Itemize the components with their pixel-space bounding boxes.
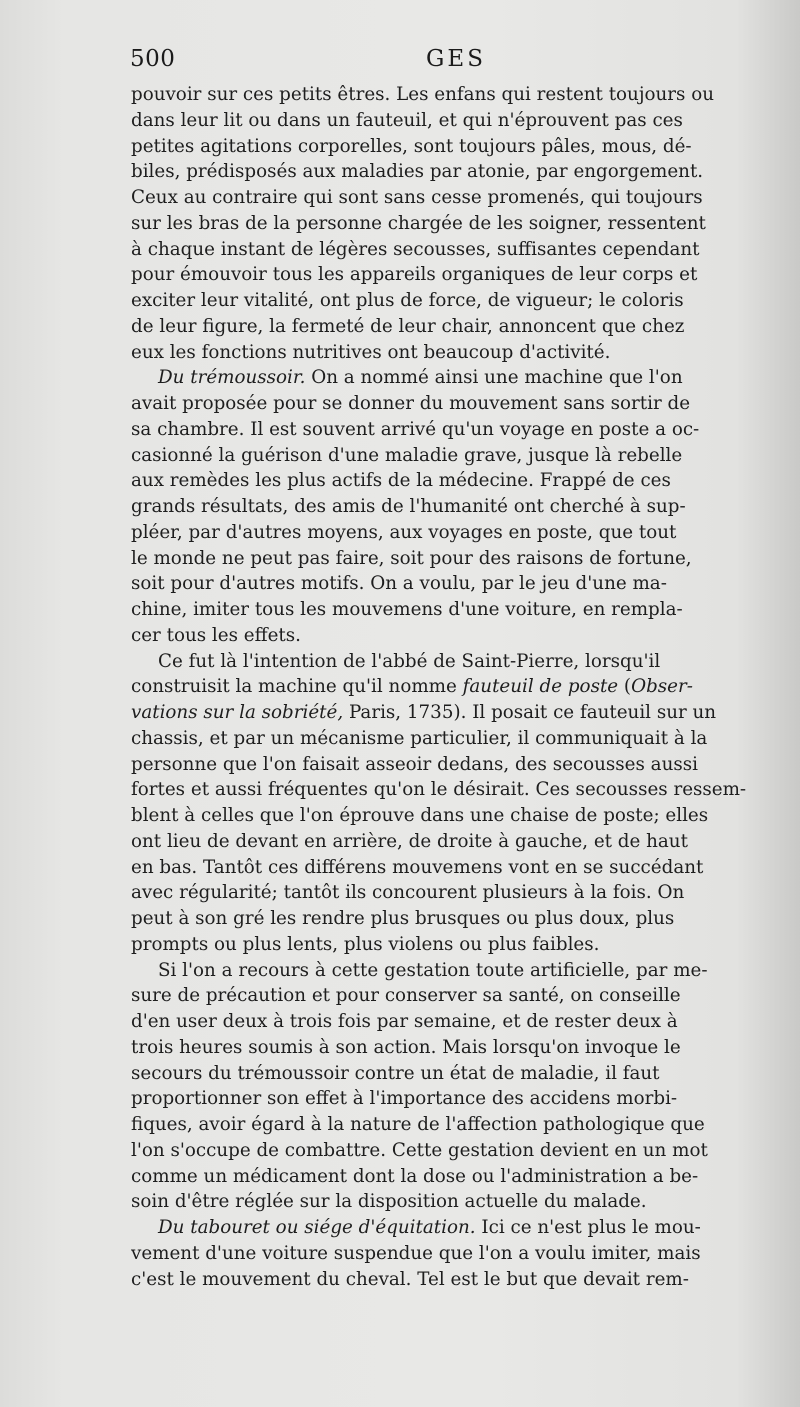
line-text: trois heures soumis à son action. Mais lorsqu'on invoque le	[131, 1036, 681, 1058]
text-line	[131, 391, 782, 417]
text-line	[131, 932, 782, 958]
text-line	[131, 983, 782, 1009]
line-text: aux remèdes les plus actifs de la médecine. Frappé de ces	[131, 470, 671, 492]
text-line	[131, 134, 782, 160]
line-text: le monde ne peut pas faire, soit pour des raisons de fortune,	[131, 547, 692, 569]
line-text: biles, prédisposés aux maladies par atonie, par engorgement.	[131, 161, 704, 183]
text-line	[131, 674, 782, 700]
line-text: prompts ou plus lents, plus violens ou plus faibles.	[131, 933, 600, 955]
text-line	[131, 340, 782, 366]
line-text: blent à celles que l'on éprouve dans une chaise de poste; elles	[131, 805, 709, 826]
text-line	[131, 906, 782, 932]
text-line	[131, 1061, 782, 1087]
text-line	[131, 1241, 782, 1267]
italic-text: Du tabouret ou siége d'équitation.	[158, 1217, 476, 1238]
text-line	[131, 623, 782, 649]
text-line	[131, 520, 782, 546]
text-line	[131, 726, 782, 752]
line-text: avec régularité; tantôt ils concourent plusieurs à la fois. On	[131, 882, 685, 904]
text-line	[131, 958, 782, 984]
text-line	[131, 211, 782, 237]
line-text: fiques, avoir égard à la nature de l'affection pathologique que	[131, 1114, 705, 1135]
text-line	[131, 82, 782, 108]
text-line	[131, 777, 782, 803]
text-line	[131, 1215, 782, 1241]
line-text: Ce fut là l'intention de l'abbé de Saint-Pierre, lorsqu'il	[158, 650, 661, 672]
line-text: de leur figure, la fermeté de leur chair, annoncent que chez	[131, 315, 685, 337]
italic-text: Du trémoussoir.	[158, 367, 306, 389]
line-text: soit pour d'autres motifs. On a voulu, par le jeu d'une ma-	[131, 573, 667, 595]
text-line	[131, 571, 782, 597]
text-line	[131, 185, 782, 211]
line-text: en bas. Tantôt ces différens mouvemens vont en se succédant	[131, 856, 704, 878]
text-line	[131, 314, 782, 340]
line-text: construisit la machine qu'il nomme	[131, 676, 463, 698]
text-line	[131, 108, 782, 134]
page-number: 500	[130, 46, 176, 72]
line-text: peut à son gré les rendre plus brusques ou plus doux, plus	[131, 908, 675, 929]
text-line	[131, 803, 782, 829]
line-text: chine, imiter tous les mouvemens d'une voiture, en rempla-	[131, 599, 683, 620]
line-text: pouvoir sur ces petits êtres. Les enfans qui restent toujours ou	[131, 84, 714, 105]
line-text: l'on s'occupe de combattre. Cette gestation devient en un mot	[131, 1139, 708, 1161]
line-text: secours du trémoussoir contre un état de maladie, il faut	[131, 1062, 660, 1084]
line-text: ont lieu de devant en arrière, de droite à gauche, et de haut	[131, 830, 688, 852]
line-text: casionné la guérison d'une maladie grave, jusque là rebelle	[131, 444, 683, 466]
text-line	[131, 1267, 782, 1293]
text-line	[131, 1164, 782, 1190]
line-text: grands résultats, des amis de l'humanité ont cherché à sup-	[131, 496, 686, 517]
text-line	[131, 880, 782, 906]
text-line	[131, 700, 782, 726]
line-text: dans leur lit ou dans un fauteuil, et qui n'éprouvent pas ces	[131, 109, 683, 131]
line-text: proportionner son effet à l'importance des accidens morbi-	[131, 1088, 678, 1110]
text-line	[131, 1086, 782, 1112]
text-line	[131, 649, 782, 675]
italic-text: fauteuil de poste	[462, 676, 619, 698]
line-text: (	[618, 676, 632, 698]
line-text: sa chambre. Il est souvent arrivé qu'un voyage en poste a oc-	[131, 418, 700, 440]
text-line	[131, 365, 782, 391]
line-text: pour émouvoir tous les appareils organiques de leur corps et	[131, 264, 698, 286]
line-text: sur les bras de la personne chargée de les soigner, ressentent	[131, 212, 706, 234]
text-line	[131, 1009, 782, 1035]
text-line	[131, 443, 782, 469]
text-line	[131, 546, 782, 572]
text-line	[131, 468, 782, 494]
line-text: personne que l'on faisait asseoir dedans, des secousses aussi	[131, 753, 698, 775]
line-text: avait proposée pour se donner du mouvement sans sortir de	[131, 393, 691, 414]
text-line	[131, 237, 782, 263]
line-text: eux les fonctions nutritives ont beaucoup d'activité.	[131, 341, 611, 363]
line-text: On a nommé ainsi une machine que l'on	[305, 367, 683, 389]
line-text: c'est le mouvement du cheval. Tel est le but que devait rem-	[131, 1268, 689, 1290]
line-text: soin d'être réglée sur la disposition actuelle du malade.	[131, 1191, 647, 1213]
line-text: vement d'une voiture suspendue que l'on a voulu imiter, mais	[131, 1242, 701, 1264]
line-text: sure de précaution et pour conserver sa santé, on conseille	[131, 985, 681, 1007]
line-text: comme un médicament dont la dose ou l'administration a be-	[131, 1165, 699, 1187]
text-line	[131, 855, 782, 881]
text-line	[131, 288, 782, 314]
text-line	[131, 417, 782, 443]
line-text: cer tous les effets.	[131, 624, 301, 646]
italic-text: Obser-	[631, 676, 693, 698]
text-line	[131, 1138, 782, 1164]
line-text: Ici ce n'est plus le mou-	[475, 1217, 701, 1238]
text-line	[131, 262, 782, 288]
line-text: chassis, et par un mécanisme particulier, il communiquait à la	[131, 727, 708, 749]
line-text: d'en user deux à trois fois par semaine, et de rester deux à	[131, 1011, 678, 1032]
line-text: pléer, par d'autres moyens, aux voyages en poste, que tout	[131, 521, 677, 543]
text-line	[131, 159, 782, 185]
line-text: Paris, 1735). Il posait ce fauteuil sur un	[343, 702, 717, 723]
italic-text: vations sur la sobriété,	[131, 702, 344, 723]
text-line	[131, 1189, 782, 1215]
running-head: GES	[426, 46, 486, 72]
text-line	[131, 494, 782, 520]
text-line	[131, 829, 782, 855]
text-line	[131, 752, 782, 778]
body-text	[131, 82, 782, 1292]
line-text: fortes et aussi fréquentes qu'on le désirait. Ces secousses ressem-	[131, 779, 747, 801]
text-line	[131, 1035, 782, 1061]
line-text: à chaque instant de légères secousses, suffisantes cependant	[131, 238, 700, 260]
line-text: Si l'on a recours à cette gestation toute artificielle, par me-	[158, 959, 708, 981]
line-text: exciter leur vitalité, ont plus de force, de vigueur; le coloris	[131, 290, 684, 311]
text-line	[131, 1112, 782, 1138]
page-header	[130, 46, 782, 78]
line-text: petites agitations corporelles, sont toujours pâles, mous, dé-	[131, 135, 692, 157]
line-text: Ceux au contraire qui sont sans cesse promenés, qui toujours	[131, 187, 703, 208]
text-line	[131, 597, 782, 623]
